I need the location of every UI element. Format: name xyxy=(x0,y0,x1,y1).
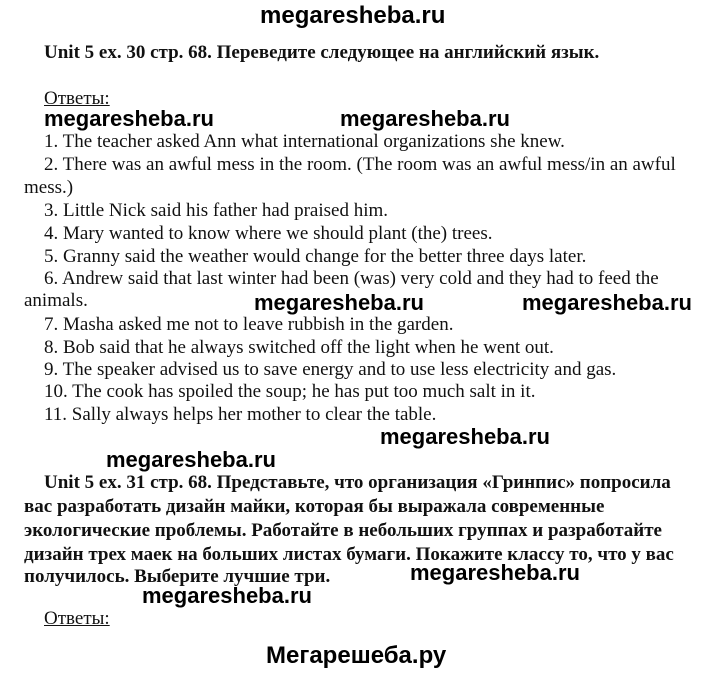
answer-line-2: 2. There was an awful mess in the room. (The room was an awful mess/in an awful xyxy=(44,154,676,175)
task2-line-4: дизайн трех маек на больших листах бумаги. Покажите классу то, что у вас xyxy=(24,544,674,565)
answer-line-9: 9. The speaker advised us to save energy and to use less electricity and gas. xyxy=(44,359,617,380)
watermark: megaresheba.ru xyxy=(106,447,276,472)
answer-line-1: 1. The teacher asked Ann what international organizations she knew. xyxy=(44,131,565,152)
task1-heading: Unit 5 ex. 30 стр. 68. Переведите следующее на английский язык. xyxy=(44,42,600,63)
watermark: megaresheba.ru xyxy=(522,290,692,315)
answer-line-10: 10. The cook has spoiled the soup; he has put too much salt in it. xyxy=(44,381,536,402)
watermark: megaresheba.ru xyxy=(254,290,424,315)
watermark: megaresheba.ru xyxy=(44,106,214,131)
watermark: megaresheba.ru xyxy=(380,424,550,449)
watermark: megaresheba.ru xyxy=(142,583,312,608)
answer-line-4: 4. Mary wanted to know where we should plant (the) trees. xyxy=(44,223,493,244)
answer-line-6: 6. Andrew said that last winter had been (was) very cold and they had to feed the xyxy=(44,268,659,289)
watermark-top: megaresheba.ru xyxy=(260,2,446,29)
task2-line-2: вас разработать дизайн майки, которая бы выражала современные xyxy=(24,496,605,517)
task2-line-3: экологические проблемы. Работайте в небольших группах и разработайте xyxy=(24,520,662,541)
watermark: megaresheba.ru xyxy=(410,560,580,585)
answer-line-5: 5. Granny said the weather would change for the better three days later. xyxy=(44,246,587,267)
answer-line-3: 3. Little Nick said his father had praised him. xyxy=(44,200,389,221)
watermark: megaresheba.ru xyxy=(340,106,510,131)
answer-line-8: 8. Bob said that he always switched off the light when he went out. xyxy=(44,337,554,358)
task2-line-5: получилось. Выберите лучшие три. xyxy=(24,566,331,587)
answers-label-2: Ответы: xyxy=(44,608,110,629)
task2-line-1: Unit 5 ex. 31 стр. 68. Представьте, что организация «Гринпис» попросила xyxy=(44,472,671,493)
answer-line-7: 7. Masha asked me not to leave rubbish in the garden. xyxy=(44,314,454,335)
answers-label-1: Ответы: xyxy=(44,88,110,109)
answer-line-2-cont: mess.) xyxy=(24,177,74,198)
watermark-bottom: Мегарешеба.ру xyxy=(266,642,447,669)
answer-line-11: 11. Sally always helps her mother to clear the table. xyxy=(44,404,437,425)
answer-line-6-cont: animals. xyxy=(24,290,88,311)
